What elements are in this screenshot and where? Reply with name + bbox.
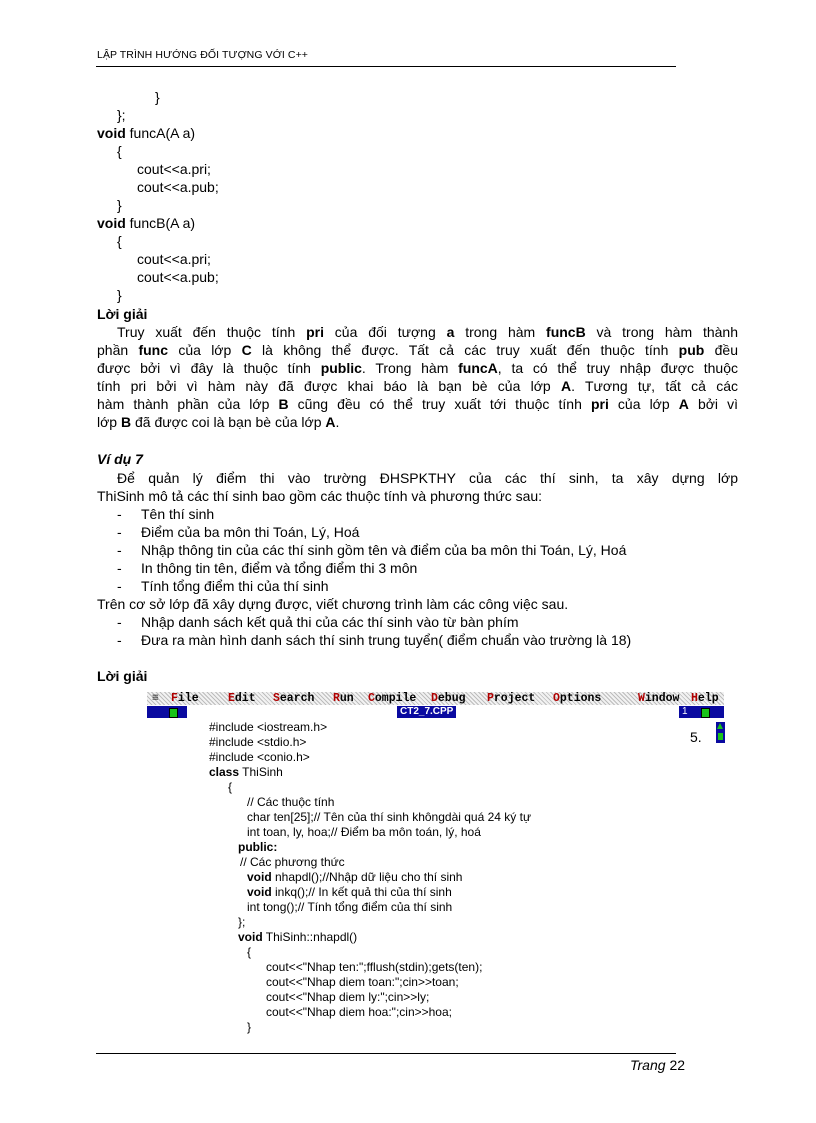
code-line: } <box>155 89 160 105</box>
paragraph-line: ThiSinh mô tả các thí sinh bao gồm các thuộc tính và phương thức sau: <box>97 488 543 504</box>
code-line: } <box>117 197 122 213</box>
close-box[interactable] <box>147 706 187 718</box>
system-menu-icon[interactable]: ≡ <box>152 692 159 705</box>
header-divider <box>96 66 676 67</box>
list-item: Tính tổng điểm thi của thí sinh <box>141 578 329 594</box>
paragraph-line: Truy xuất đến thuộc tính pri của đối tượng a trong hàm funcB và trong hàm thành <box>117 324 738 340</box>
footer-divider <box>96 1053 676 1054</box>
code-line: cout<<a.pub; <box>137 269 219 285</box>
code-line: } <box>247 1020 252 1034</box>
solution-heading: Lời giải <box>97 306 148 322</box>
zoom-icon <box>701 708 710 718</box>
code-line: #include <stdio.h> <box>209 735 307 749</box>
bullet: - <box>117 578 122 594</box>
code-line: cout<<"Nhap diem hoa:";cin>>hoa; <box>266 1005 452 1019</box>
solution-heading: Lời giải <box>97 668 148 684</box>
code-line: #include <iostream.h> <box>209 720 328 734</box>
code-line: public: <box>238 840 278 854</box>
list-item: Nhập thông tin của các thí sinh gồm tên và điểm của ba môn thi Toán, Lý, Hoá <box>141 542 627 558</box>
bullet: - <box>117 614 122 630</box>
paragraph-line: phần func của lớp C là không thể được. Tất cả các truy xuất đến thuộc tính pub đều <box>97 342 738 358</box>
menu-project[interactable]: Project <box>487 692 536 705</box>
task-item: Nhập danh sách kết quả thi của các thí sinh vào từ bàn phím <box>141 614 519 630</box>
code-line: cout<<a.pri; <box>137 161 211 177</box>
code-line: { <box>117 233 122 249</box>
page-number: 22 <box>669 1057 686 1073</box>
scroll-thumb <box>718 733 723 740</box>
code-line: cout<<"Nhap diem ly:";cin>>ly; <box>266 990 430 1004</box>
editor-file-name: CT2_7.CPP <box>397 706 456 718</box>
page-label: Trang <box>630 1057 666 1073</box>
menu-options[interactable]: Options <box>553 692 602 705</box>
line-label: 5. <box>690 729 702 745</box>
code-line: void inkq();// In kết quả thi của thí sinh <box>247 885 452 899</box>
page-footer <box>630 1057 685 1073</box>
menu-help[interactable]: Help <box>691 692 719 705</box>
list-item: Tên thí sinh <box>141 506 215 522</box>
close-icon <box>169 708 178 718</box>
menu-search[interactable]: Search <box>273 692 315 705</box>
scrollbar[interactable] <box>716 722 725 743</box>
menu-file[interactable]: File <box>171 692 199 705</box>
paragraph-line: Để quản lý điểm thi vào trường ĐHSPKTHY của các thí sinh, ta xây dựng lớp <box>117 470 738 486</box>
menu-run[interactable]: Run <box>333 692 354 705</box>
menu-window[interactable]: Window <box>638 692 680 705</box>
paragraph-line: lớp B đã được coi là bạn bè của lớp A. <box>97 414 340 430</box>
paragraph-line: hàm thành phần của lớp B cũng đều có thể truy xuất tới thuộc tính pri của lớp A bởi vì <box>97 396 738 412</box>
bullet: - <box>117 506 122 522</box>
ide-menu-bar <box>147 692 724 705</box>
code-line: }; <box>238 915 246 929</box>
paragraph-line: tính pri bởi vì hàm này đã được khai báo là bạn bè của lớp A. Tương tự, tất cả các <box>97 378 738 394</box>
bullet: - <box>117 524 122 540</box>
code-line: int tong();// Tính tổng điểm của thí sinh <box>247 900 453 914</box>
paragraph-line: Trên cơ sở lớp đã xây dựng được, viết chương trình làm các công việc sau. <box>97 596 569 612</box>
bullet: - <box>117 560 122 576</box>
editor-title-bar <box>147 706 724 718</box>
paragraph-line: được bởi vì đây là thuộc tính public. Trong hàm funcA, ta có thể truy nhập được thuộc <box>97 360 738 376</box>
code-line: cout<<"Nhap diem toan:";cin>>toan; <box>266 975 459 989</box>
code-line: cout<<"Nhap ten:";fflush(stdin);gets(ten); <box>266 960 483 974</box>
bullet: - <box>117 632 122 648</box>
task-item: Đưa ra màn hình danh sách thí sinh trung tuyển( điểm chuẩn vào trường là 18) <box>141 632 632 648</box>
code-line: { <box>247 945 252 959</box>
keyword: void <box>97 125 126 141</box>
code-line: { <box>117 143 122 159</box>
code-line: }; <box>117 107 126 123</box>
code-line: char ten[25];// Tên của thí sinh khôngdài quá 24 ký tự <box>247 810 531 824</box>
menu-compile[interactable]: Compile <box>368 692 417 705</box>
list-item: Điểm của ba môn thi Toán, Lý, Hoá <box>141 524 360 540</box>
code-line: // Các phương thức <box>240 855 345 869</box>
list-item: In thông tin tên, điểm và tổng điểm thi 3 môn <box>141 560 418 576</box>
keyword: void <box>97 215 126 231</box>
menu-edit[interactable]: Edit <box>228 692 256 705</box>
code-line: { <box>228 780 233 794</box>
code-line: cout<<a.pub; <box>137 179 219 195</box>
scroll-up-arrow-icon <box>717 723 723 729</box>
code-line: class ThiSinh <box>209 765 283 779</box>
code-line: void funcB(A a) <box>97 215 196 231</box>
page-header-title: LẬP TRÌNH HƯỚNG ĐỐI TƯỢNG VỚI C++ <box>97 49 309 61</box>
code-line: } <box>117 287 122 303</box>
menu-debug[interactable]: Debug <box>431 692 466 705</box>
bullet: - <box>117 542 122 558</box>
code-line: cout<<a.pri; <box>137 251 211 267</box>
code-line: #include <conio.h> <box>209 750 310 764</box>
code-line: void funcA(A a) <box>97 125 196 141</box>
code-line: void nhapdl();//Nhập dữ liệu cho thí sinh <box>247 870 463 884</box>
code-line: // Các thuộc tính <box>247 795 335 809</box>
zoom-box[interactable]: 1 <box>679 706 724 718</box>
code-line: void ThiSinh::nhapdl() <box>238 930 358 944</box>
example-title: Ví dụ 7 <box>97 451 143 467</box>
code-line: int toan, ly, hoa;// Điểm ba môn toán, lý, hoá <box>247 825 481 839</box>
